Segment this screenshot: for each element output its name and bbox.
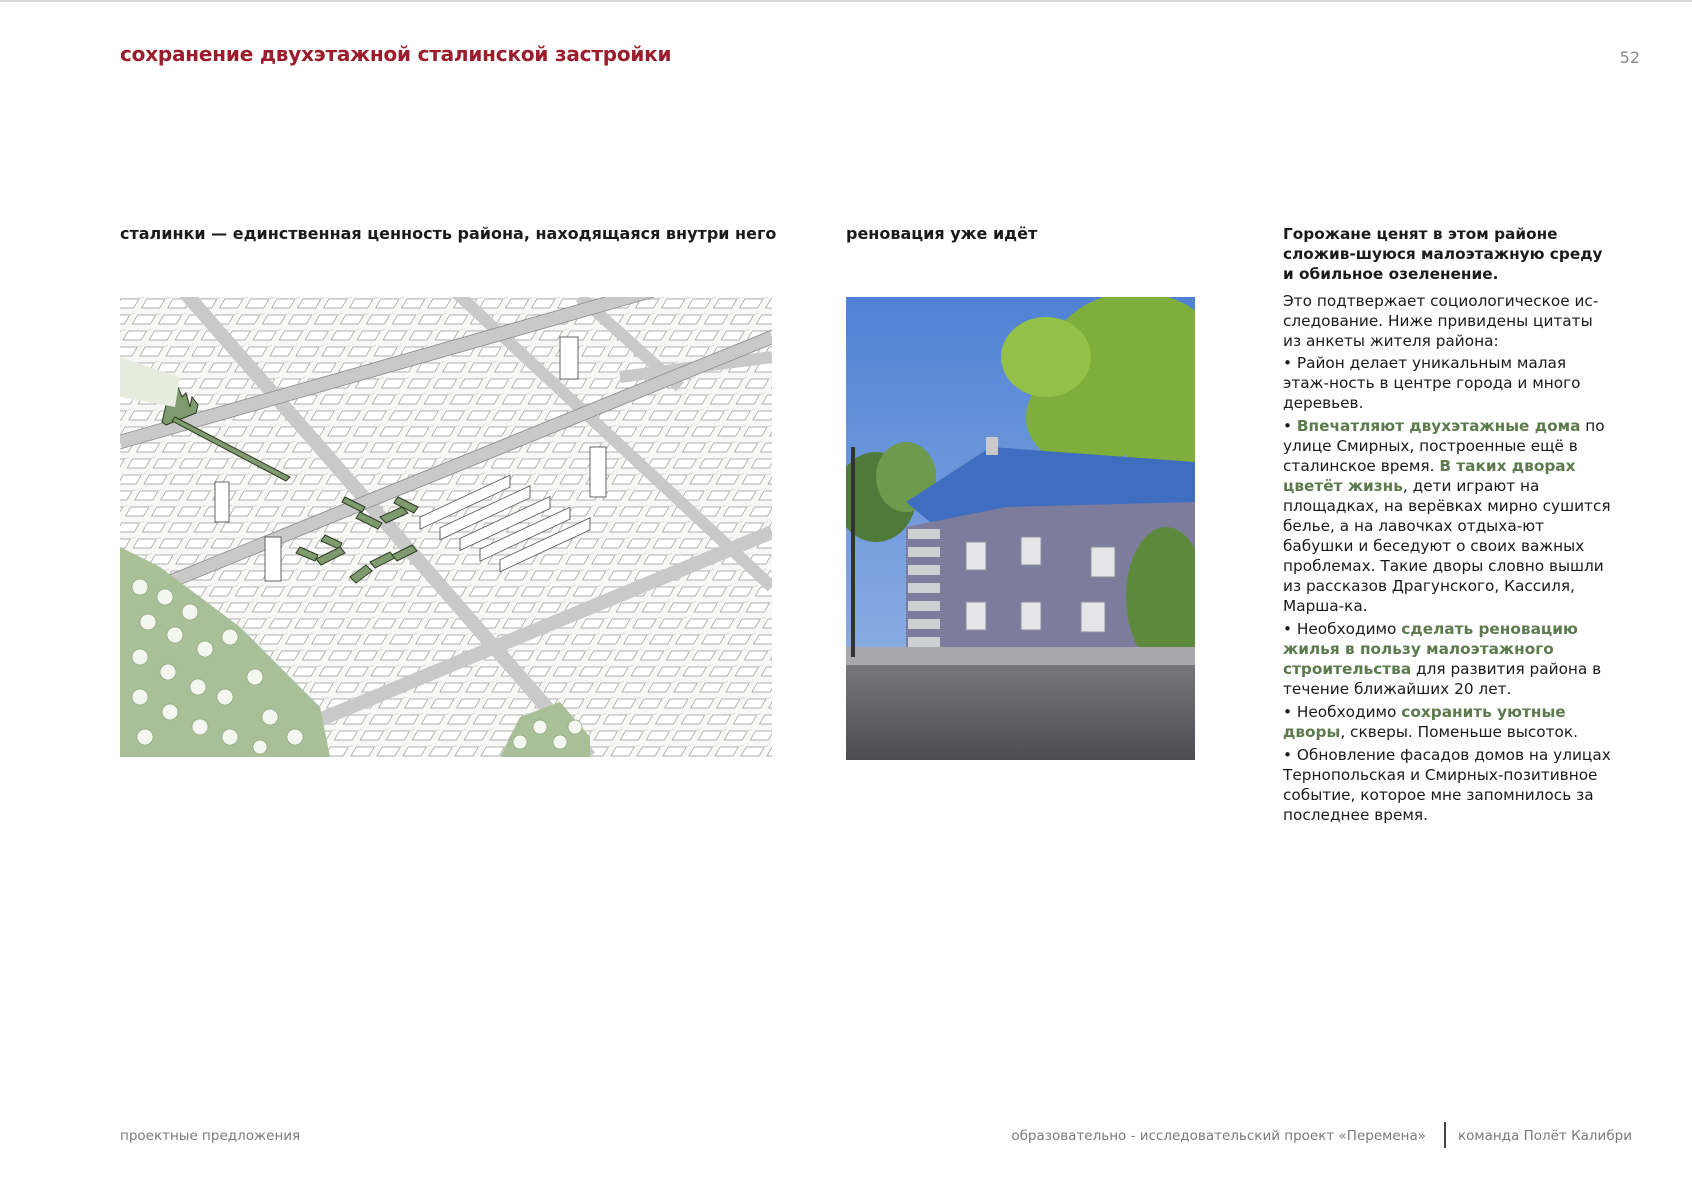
footer-section-name: проектные предложения — [120, 1128, 301, 1144]
intro-bold: Горожане ценят в этом районе сложив-шуюся малоэтажную среду и обильное озеленение. — [1283, 225, 1603, 283]
photo-section-heading: реновация уже идёт — [846, 224, 1038, 243]
intro-text: Это подтвержает социологическое ис-следование. Ниже привидены цитаты из анкеты жителя района: — [1283, 292, 1599, 350]
footer-divider — [1444, 1122, 1446, 1148]
highlight-text: сохранить уютные дворы — [1283, 703, 1566, 741]
highlight-text: Впечатляют двухэтажные дома — [1296, 417, 1581, 435]
renovated-building-photo — [846, 297, 1195, 760]
footer-team-name: команда Полёт Калибри — [1457, 1128, 1632, 1144]
quote-bullet-1: • Район делает уникальным малая этаж-ность в центре города и много деревьев. — [1283, 354, 1581, 412]
map-section-heading: сталинки — единственная ценность района, находящаяся внутри него — [120, 224, 777, 243]
highlight-text: В таких дворах цветёт жизнь — [1283, 457, 1576, 495]
bullet-text: , скверы. Поменьше высоток. — [1340, 723, 1578, 741]
footer-project-name: образовательно - исследовательский проект «Перемена» — [1011, 1128, 1426, 1144]
quote-bullet-3 — [1283, 619, 1613, 699]
bullet-text: • Необходимо — [1283, 620, 1402, 638]
page-title: сохранение двухэтажной сталинской застройки — [120, 42, 672, 66]
bullet-text: по улице Смирных, построенные ещё в сталинское время. — [1283, 417, 1605, 475]
road-asphalt — [846, 665, 1195, 760]
page-number: 52 — [1619, 48, 1640, 67]
district-map-drawing — [120, 297, 772, 757]
bullet-text: • Необходимо — [1283, 703, 1402, 721]
quote-bullet-2 — [1283, 416, 1613, 616]
bullet-text: , дети играют на площадках, на верёвках мирно сушится белье, а на лавочках отдыха-ют бабушки и беседуют о своих важных проблемах. Такие дворы словно вышли из рассказов Драгунского, Кассиля, Марша-ка. — [1283, 477, 1611, 615]
quote-bullet-5: • Обновление фасадов домов на улицах Тернопольская и Смирных-позитивное событие, которое мне запомнилось за последнее время. — [1283, 746, 1611, 824]
building-photo-drawing — [846, 297, 1195, 760]
bullet-text: для развития района в течение ближайших 20 лет. — [1283, 660, 1602, 698]
quote-bullet-4 — [1283, 702, 1613, 742]
quotes-column — [1283, 224, 1613, 828]
bullet-marker: • — [1283, 417, 1297, 435]
isometric-district-map — [120, 297, 772, 757]
top-border — [0, 0, 1692, 2]
highlight-text: сделать реновацию жилья в пользу малоэтажного строительства — [1283, 620, 1578, 678]
